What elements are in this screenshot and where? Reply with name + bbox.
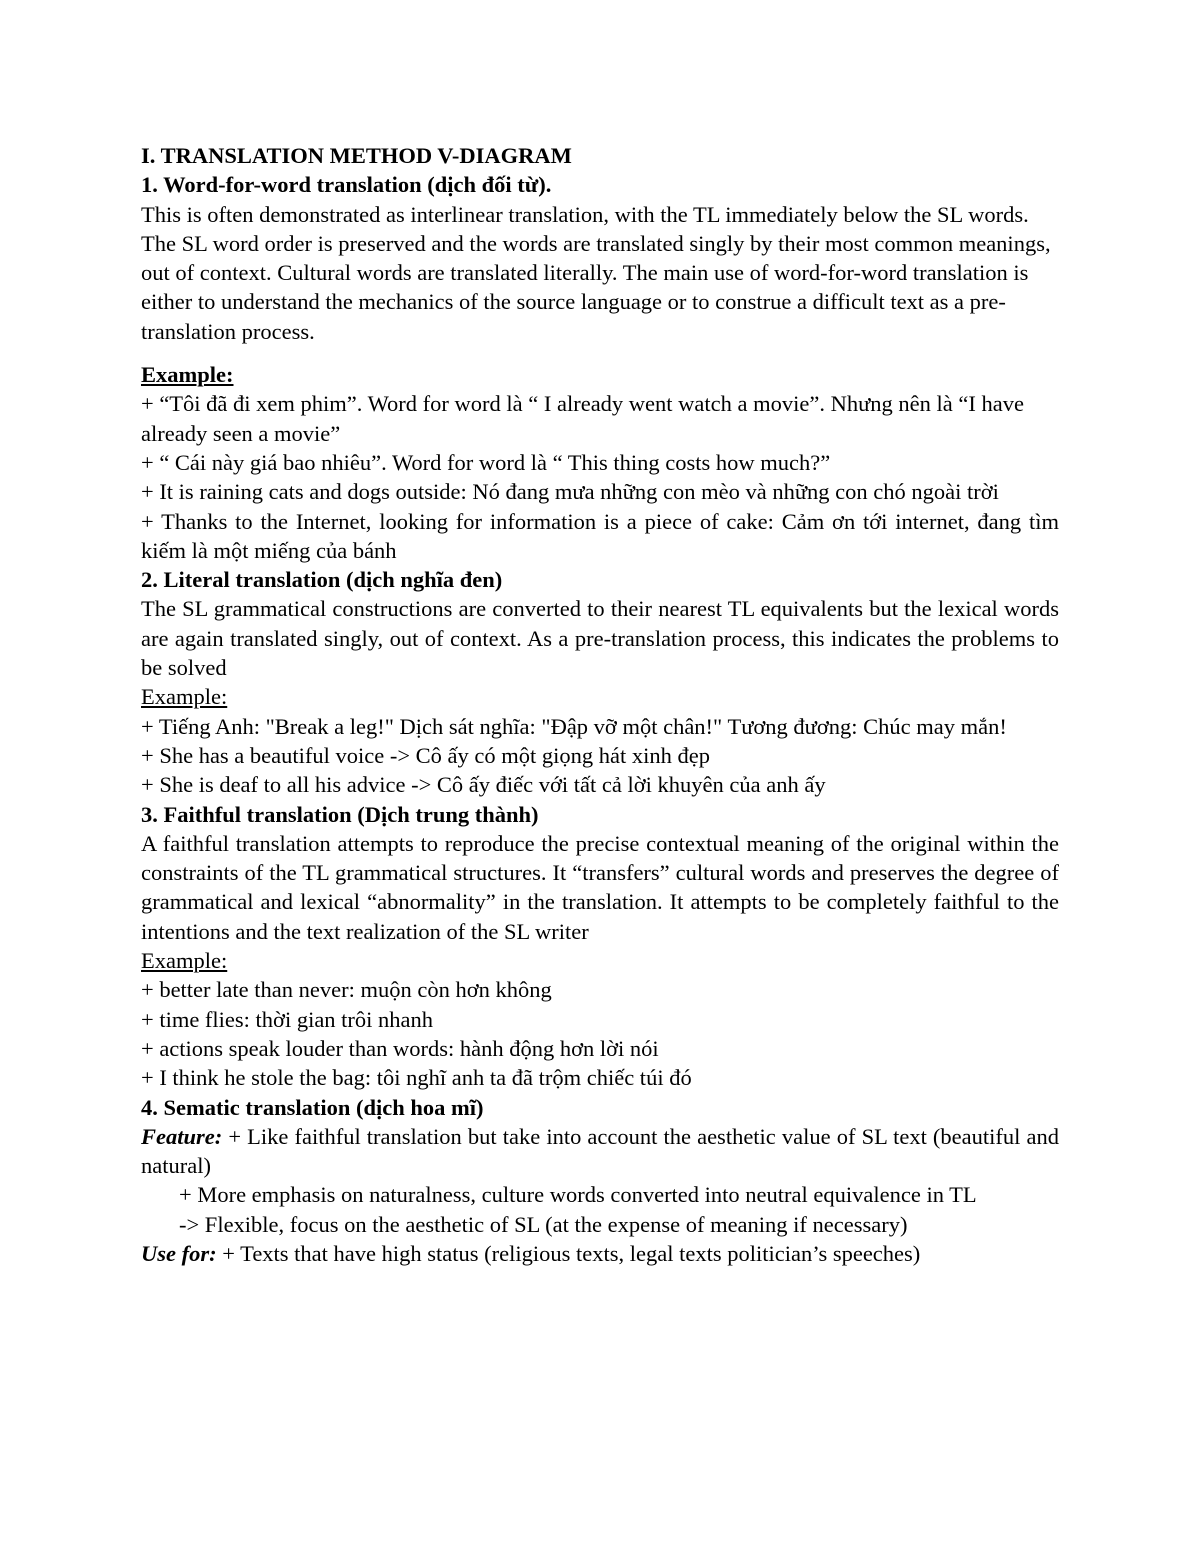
section-4-use — [141, 1239, 1059, 1268]
section-2-example: + She is deaf to all his advice -> Cô ấy điếc với tất cả lời khuyên của anh ấy — [141, 772, 826, 798]
section-1-example-label: Example: — [141, 362, 234, 388]
section-3-example-label: Example: — [141, 948, 228, 974]
section-3-body: A faithful translation attempts to reproduce the precise contextual meaning of the original within the constraints of the TL grammatical structures. It “transfers” cultural words and preserves the degree of grammatical and lexical “abnormality” in the translation. It attempts to be completely faithful to the intentions and the text realization of the SL writer — [141, 830, 1059, 944]
section-1-example: + “Tôi đã đi xem phim”. Word for word là “ I already went watch a movie”. Nhưng nên là “I have already seen a movie” — [141, 391, 1024, 446]
use-label: Use for: — [141, 1240, 217, 1266]
section-2-example-label: Example: — [141, 684, 228, 710]
section-3-example: + better late than never: muộn còn hơn không — [141, 977, 552, 1003]
section-2-example: + Tiếng Anh: "Break a leg!" Dịch sát nghĩa: "Đập vỡ một chân!" Tương đương: Chúc may mắn! — [141, 713, 1007, 739]
feature-text: + Like faithful translation but take into account the aesthetic value of SL text (beautiful and natural) — [141, 1123, 1059, 1179]
feature-label: Feature: — [141, 1123, 223, 1149]
section-3-heading: 3. Faithful translation (Dịch trung thành) — [141, 801, 539, 827]
section-1-example: + “ Cái này giá bao nhiêu”. Word for word là “ This thing costs how much?” — [141, 449, 831, 475]
document-title: I. TRANSLATION METHOD V-DIAGRAM — [141, 143, 572, 168]
section-1-example: + Thanks to the Internet, looking for information is a piece of cake: Cảm ơn tới internet, đang tìm kiếm là một miếng của bánh — [141, 508, 1059, 563]
section-4-heading: 4. Sematic translation (dịch hoa mĩ) — [141, 1094, 484, 1120]
section-1-body: This is often demonstrated as interlinear translation, with the TL immediately below the SL words. The SL word order is preserved and the words are translated singly by their most common meanings, out of context. Cultural words are translated literally. The main use of word-for-word translation is either to understand the mechanics of the source language or to construe a difficult text as a pre-translation process. — [141, 201, 1051, 344]
section-2-example: + She has a beautiful voice -> Cô ấy có một giọng hát xinh đẹp — [141, 742, 711, 768]
section-3-example: + time flies: thời gian trôi nhanh — [141, 1006, 434, 1032]
use-text: + Texts that have high status (religious texts, legal texts politician’s speeches) — [216, 1240, 921, 1266]
section-4-feature-item: + More emphasis on naturalness, culture words converted into neutral equivalence in TL — [179, 1182, 977, 1208]
document-page — [141, 141, 1059, 1268]
section-1-heading: 1. Word-for-word translation (dịch đối từ). — [141, 172, 552, 198]
section-2-body: The SL grammatical constructions are converted to their nearest TL equivalents but the lexical words are again translated singly, out of context. As a pre-translation process, this indicates the problems to be solved — [141, 596, 1059, 681]
section-1-example: + It is raining cats and dogs outside: Nó đang mưa những con mèo và những con chó ngoài trời — [141, 479, 999, 505]
section-4-feature-item: -> Flexible, focus on the aesthetic of SL (at the expense of meaning if necessary) — [179, 1211, 908, 1237]
section-3-example: + I think he stole the bag: tôi nghĩ anh ta đã trộm chiếc túi đó — [141, 1065, 692, 1091]
section-3-example: + actions speak louder than words: hành động hơn lời nói — [141, 1035, 659, 1061]
section-4-feature — [141, 1122, 1059, 1181]
section-2-heading: 2. Literal translation (dịch nghĩa đen) — [141, 567, 503, 593]
